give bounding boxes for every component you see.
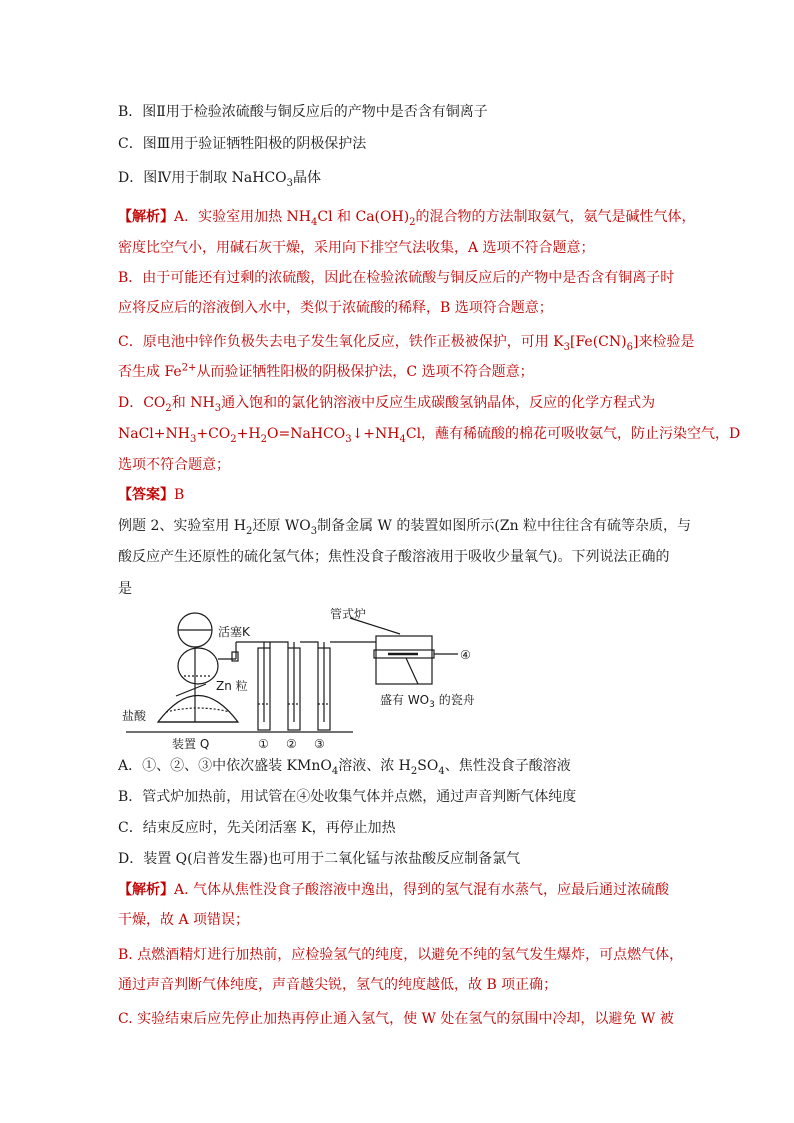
analysis-1-b-line-1: B．由于可能还有过剩的浓硫酸，因此在检验浓硫酸与铜反应后的产物中是否含有铜离子时	[118, 270, 675, 286]
label-zn: Zn 粒	[216, 679, 248, 693]
analysis-2-c-line-1: C. 实验结束后应先停止加热再停止通入氢气，使 W 处在氢气的氛围中冷却，以避免 W 被	[118, 1011, 674, 1027]
answer-tag: 【答案】	[118, 487, 174, 503]
example-2-line-2: 酸反应产生还原性的硫化氢气体；焦性没食子酸溶液用于吸收少量氧气)。下列说法正确的	[118, 549, 670, 565]
analysis-1-b-line-2: 应将反应后的溶液倒入水中，类似于浓硫酸的稀释，B 选项符合题意；	[118, 300, 553, 316]
analysis-1-d-line-2: $NaCl+NH_3+CO_2+H_2O=NaHCO_3↓+NH_4Cl$，蘸有稀硫酸的棉花可吸收氨气，防止污染空气，D	[118, 426, 741, 445]
answer-value: B	[174, 487, 185, 503]
analysis-2-a-line-2: 干燥，故 A 项错误；	[118, 912, 250, 928]
apparatus-diagram	[118, 604, 508, 754]
label-2: ②	[286, 737, 297, 751]
analysis-1-d-line-1: D．$CO_2$和 $NH_3$通入饱和的氯化钠溶液中反应生成碳酸氢钠晶体，反应的化学方程式为	[118, 395, 656, 414]
option-c-1: C．图Ⅲ用于验证牺牲阳极的阴极保护法	[118, 136, 367, 152]
valve-k	[232, 652, 238, 661]
analysis-1-a-line-1: 【解析】A．实验室用加热 $NH_4Cl$ 和 $Ca(OH)_2$的混合物的方法制取氨气，氨气是碱性气体，	[118, 209, 696, 228]
option-d-2: D．装置 Q(启普发生器)也可用于二氧化锰与浓盐酸反应制备氯气	[118, 851, 521, 867]
example-2-line-3: 是	[118, 581, 132, 597]
option-a-2: A．①、②、③中依次盛装 KMnO$_4$溶液、浓 $H_2SO_4$、焦性没食子酸溶液	[118, 758, 571, 777]
option-b-1: B．图Ⅱ用于检验浓硫酸与铜反应后的产物中是否含有铜离子	[118, 104, 488, 120]
example-2-line-1: 例题 2、实验室用 $H_2$还原 $WO_3$制备金属 W 的装置如图所示(Zn 粒中往往含有硫等杂质，与	[118, 518, 692, 537]
analysis-tag: 【解析】	[118, 209, 174, 225]
option-b-2: B．管式炉加热前，用试管在④处收集气体并点燃，通过声音判断气体纯度	[118, 789, 577, 805]
analysis-tag: 【解析】	[118, 882, 174, 898]
option-c-2: C．结束反应时，先关闭活塞 K，再停止加热	[118, 820, 396, 836]
label-3: ③	[314, 737, 325, 751]
label-valve: 活塞K	[218, 625, 250, 639]
analysis-2-a-line-1: 【解析】A. 气体从焦性没食子酸溶液中逸出，得到的氢气混有水蒸气，应最后通过浓硫酸	[118, 882, 670, 898]
label-furnace: 管式炉	[330, 607, 367, 621]
kipp-middle-bulb	[178, 648, 218, 684]
acid-label-line	[176, 684, 206, 696]
label-1: ①	[258, 737, 269, 751]
kipp-bottom-bulb	[158, 696, 238, 723]
answer-1	[118, 485, 688, 505]
analysis-2-b-line-2: 通过声音判断气体纯度，声音越尖锐，氢气的纯度越低，故 B 项正确；	[118, 977, 558, 993]
analysis-1-d-line-3: 选项不符合题意；	[118, 457, 230, 473]
label-acid: 盐酸	[122, 709, 147, 723]
analysis-1-a-line-2: 密度比空气小，用碱石灰干燥，采用向下排空气法收集，A 选项不符合题意；	[118, 240, 595, 256]
tube-furnace	[376, 636, 432, 684]
analysis-1-c-line-2: 否生成 $Fe^{2+}$从而验证牺牲阳极的阴极保护法，C 选项不符合题意；	[118, 362, 534, 380]
option-d-1: D．图Ⅳ用于制取 NaHCO$_3$晶体	[118, 170, 322, 189]
label-device-q: 装置 Q	[172, 737, 210, 751]
label-boat: 盛有 $WO_3$ 的瓷舟	[380, 693, 475, 710]
analysis-1-c-line-1: C．原电池中锌作负极失去电子发生氧化反应，铁作正极被保护，可用 $K_3[Fe(CN)_6]$来检验是	[118, 334, 695, 353]
label-4: ④	[460, 648, 471, 662]
analysis-2-b-line-1: B. 点燃酒精灯进行加热前，应检验氢气的纯度，以避免不纯的氢气发生爆炸，可点燃气体，	[118, 947, 684, 963]
wash-bottles	[258, 642, 376, 730]
